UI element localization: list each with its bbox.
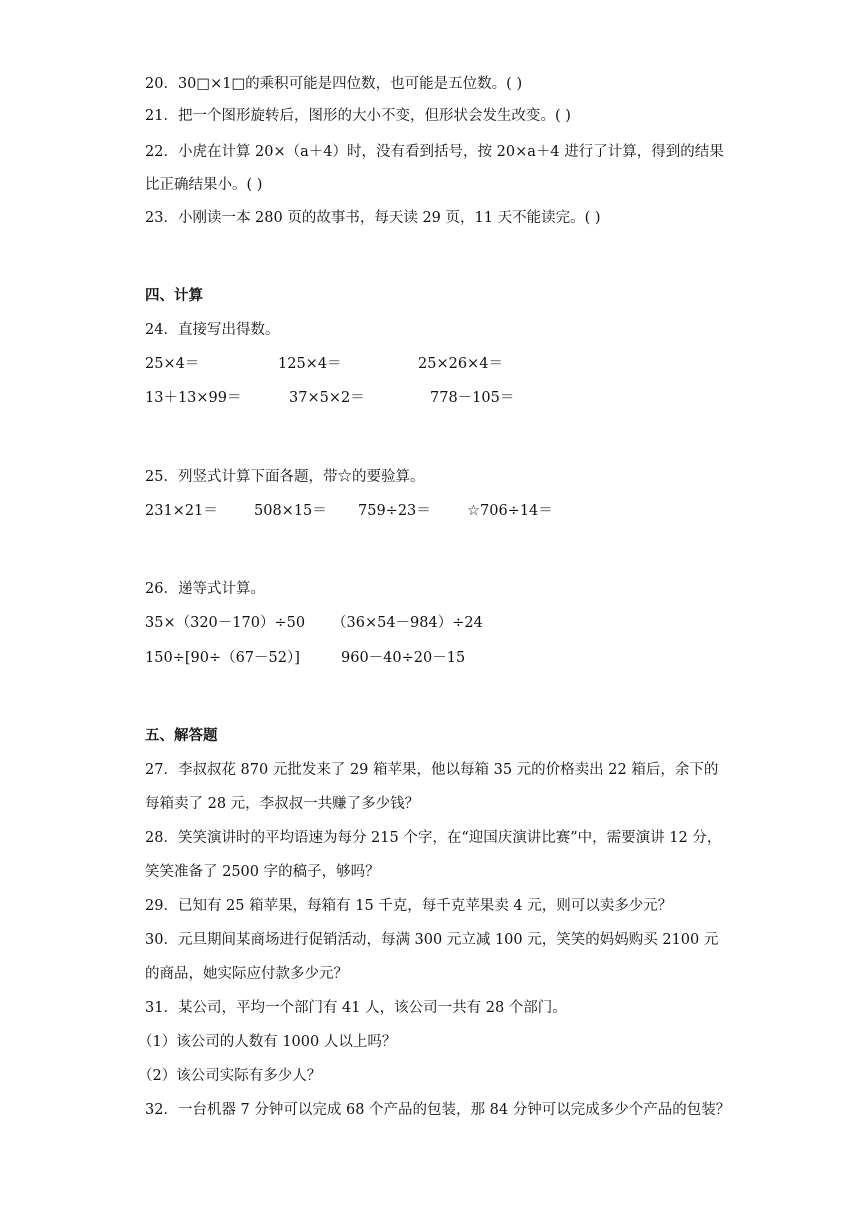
q26-item-4: 960－40÷20－15 (341, 650, 466, 666)
question-29: 29．已知有 25 箱苹果，每箱有 15 千克，每千克苹果卖 4 元，则可以卖多少元？ (145, 898, 673, 914)
q25-item-3: 759÷23＝ (358, 503, 431, 519)
question-21: 21．把一个图形旋转后，图形的大小不变，但形状会发生改变。( ) (145, 108, 571, 124)
q24-item-3: 25×26×4＝ (418, 356, 503, 372)
question-20: 20．30□×1□的乘积可能是四位数，也可能是五位数。( ) (145, 76, 523, 92)
q25-item-1: 231×21＝ (145, 503, 218, 519)
question-30-line2: 的商品，她实际应付款多少元？ (145, 966, 348, 982)
question-31-sub1: （1）该公司的人数有 1000 人以上吗？ (138, 1034, 397, 1050)
q24-item-6: 778－105＝ (430, 390, 515, 406)
question-31-title: 31．某公司，平均一个部门有 41 人，该公司一共有 28 个部门。 (145, 1000, 567, 1016)
q24-item-4: 13＋13×99＝ (145, 390, 242, 406)
q26-item-1: 35×（320－170）÷50 (145, 615, 306, 631)
question-27-line1: 27．李叔叔花 870 元批发来了 29 箱苹果，他以每箱 35 元的价格卖出 22 箱后，余下的 (145, 762, 719, 778)
question-30-line1: 30．元旦期间某商场进行促销活动，每满 300 元立减 100 元，笑笑的妈妈购买 2100 元 (145, 932, 719, 948)
question-32: 32．一台机器 7 分钟可以完成 68 个产品的包装，那 84 分钟可以完成多少个产品的包装？ (145, 1102, 731, 1118)
question-25-title: 25．列竖式计算下面各题，带☆的要验算。 (145, 469, 425, 485)
q25-item-2: 508×15＝ (254, 503, 327, 519)
section-4-heading: 四、计算 (145, 288, 203, 304)
question-28-line2: 笑笑准备了 2500 字的稿子，够吗？ (145, 864, 380, 880)
q24-item-1: 25×4＝ (145, 356, 200, 372)
q26-item-3: 150÷[90÷（67－52）] (145, 650, 300, 666)
question-23: 23．小刚读一本 280 页的故事书，每天读 29 页，11 天不能读完。( ) (145, 210, 601, 226)
q24-item-2: 125×4＝ (278, 356, 342, 372)
question-22-line1: 22．小虎在计算 20×（a＋4）时，没有看到括号，按 20×a＋4 进行了计算，得到的结果 (145, 144, 724, 160)
q26-item-2: （36×54－984）÷24 (332, 615, 483, 631)
question-27-line2: 每箱卖了 28 元，李叔叔一共赚了多少钱？ (145, 796, 420, 812)
question-31-sub2: （2）该公司实际有多少人？ (138, 1068, 322, 1084)
question-28-line1: 28．笑笑演讲时的平均语速为每分 215 个字，在“迎国庆演讲比赛”中，需要演讲 12 分， (145, 830, 722, 846)
question-24-title: 24．直接写出得数。 (145, 322, 280, 338)
question-26-title: 26．递等式计算。 (145, 581, 265, 597)
section-5-heading: 五、解答题 (145, 728, 218, 744)
question-22-line2: 比正确结果小。( ) (145, 177, 263, 193)
q25-item-4: ☆706÷14＝ (467, 503, 553, 519)
q24-item-5: 37×5×2＝ (289, 390, 365, 406)
